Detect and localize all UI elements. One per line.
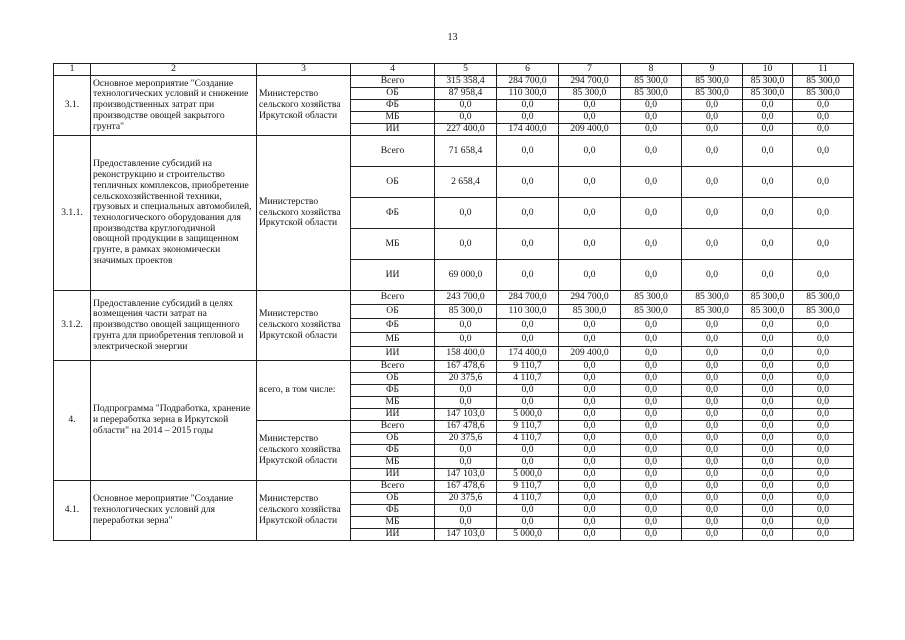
value-cell: 0,0	[435, 229, 497, 260]
value-cell: 0,0	[743, 136, 793, 167]
value-cell: 0,0	[497, 319, 559, 333]
value-cell: 0,0	[497, 229, 559, 260]
value-cell: 85 300,0	[559, 88, 621, 100]
value-cell: 85 300,0	[743, 88, 793, 100]
value-cell: 294 700,0	[559, 291, 621, 305]
value-cell: 0,0	[621, 385, 682, 397]
value-cell: 0,0	[497, 457, 559, 469]
value-cell: 85 300,0	[621, 305, 682, 319]
value-cell: 0,0	[435, 319, 497, 333]
value-cell: 0,0	[743, 481, 793, 493]
value-cell: 85 300,0	[793, 88, 854, 100]
item-code: 3.1.1.	[54, 136, 91, 291]
value-cell: 0,0	[559, 361, 621, 373]
value-cell: 0,0	[621, 333, 682, 347]
value-cell: 0,0	[559, 385, 621, 397]
source-cell: ИИ	[351, 347, 435, 361]
value-cell: 0,0	[621, 397, 682, 409]
value-cell: 0,0	[559, 136, 621, 167]
value-cell: 0,0	[559, 333, 621, 347]
value-cell: 0,0	[621, 409, 682, 421]
header-cell: 2	[91, 64, 257, 76]
source-cell: ИИ	[351, 409, 435, 421]
value-cell: 0,0	[497, 505, 559, 517]
value-cell: 20 375,6	[435, 493, 497, 505]
value-cell: 0,0	[621, 493, 682, 505]
value-cell: 284 700,0	[497, 76, 559, 88]
value-cell: 174 400,0	[497, 347, 559, 361]
value-cell: 0,0	[793, 198, 854, 229]
value-cell: 20 375,6	[435, 373, 497, 385]
value-cell: 0,0	[743, 385, 793, 397]
value-cell: 69 000,0	[435, 260, 497, 291]
value-cell: 147 103,0	[435, 469, 497, 481]
value-cell: 0,0	[743, 421, 793, 433]
value-cell: 0,0	[621, 167, 682, 198]
value-cell: 158 400,0	[435, 347, 497, 361]
value-cell: 0,0	[435, 457, 497, 469]
value-cell: 0,0	[559, 397, 621, 409]
source-cell: ОБ	[351, 88, 435, 100]
source-cell: ФБ	[351, 100, 435, 112]
value-cell: 0,0	[621, 319, 682, 333]
source-cell: Всего	[351, 481, 435, 493]
table-body	[54, 64, 854, 541]
value-cell: 0,0	[793, 167, 854, 198]
value-cell: 0,0	[743, 409, 793, 421]
value-cell: 0,0	[682, 457, 743, 469]
value-cell: 5 000,0	[497, 409, 559, 421]
value-cell: 0,0	[793, 397, 854, 409]
value-cell: 0,0	[682, 333, 743, 347]
value-cell: 0,0	[559, 469, 621, 481]
source-cell: ИИ	[351, 529, 435, 541]
value-cell: 209 400,0	[559, 347, 621, 361]
value-cell: 0,0	[743, 469, 793, 481]
value-cell: 9 110,7	[497, 421, 559, 433]
value-cell: 0,0	[435, 333, 497, 347]
value-cell: 0,0	[435, 100, 497, 112]
value-cell: 0,0	[793, 481, 854, 493]
value-cell: 85 300,0	[682, 76, 743, 88]
value-cell: 0,0	[559, 198, 621, 229]
value-cell: 0,0	[621, 481, 682, 493]
source-cell: МБ	[351, 457, 435, 469]
header-cell: 9	[682, 64, 743, 76]
value-cell: 0,0	[743, 347, 793, 361]
header-cell: 11	[793, 64, 854, 76]
value-cell: 85 300,0	[793, 305, 854, 319]
value-cell: 0,0	[682, 433, 743, 445]
value-cell: 110 300,0	[497, 88, 559, 100]
value-cell: 0,0	[497, 333, 559, 347]
value-cell: 0,0	[435, 198, 497, 229]
value-cell: 0,0	[559, 457, 621, 469]
value-cell: 0,0	[743, 100, 793, 112]
value-cell: 85 300,0	[743, 291, 793, 305]
value-cell: 0,0	[682, 481, 743, 493]
value-cell: 243 700,0	[435, 291, 497, 305]
executor-cell: Министерство сельского хозяйства Иркутской области	[257, 291, 351, 361]
source-cell: ФБ	[351, 319, 435, 333]
value-cell: 0,0	[682, 136, 743, 167]
source-cell: ИИ	[351, 260, 435, 291]
source-cell: Всего	[351, 291, 435, 305]
item-code: 3.1.2.	[54, 291, 91, 361]
value-cell: 0,0	[682, 124, 743, 136]
value-cell: 0,0	[793, 457, 854, 469]
executor-cell: Министерство сельского хозяйства Иркутской области	[257, 76, 351, 136]
value-cell: 0,0	[621, 373, 682, 385]
source-cell: ФБ	[351, 385, 435, 397]
value-cell: 0,0	[621, 347, 682, 361]
header-cell: 10	[743, 64, 793, 76]
value-cell: 0,0	[793, 445, 854, 457]
value-cell: 0,0	[743, 517, 793, 529]
value-cell: 167 478,6	[435, 481, 497, 493]
value-cell: 0,0	[682, 529, 743, 541]
value-cell: 2 658,4	[435, 167, 497, 198]
value-cell: 0,0	[743, 493, 793, 505]
value-cell: 0,0	[793, 421, 854, 433]
page-number: 13	[447, 32, 458, 43]
value-cell: 0,0	[682, 167, 743, 198]
value-cell: 0,0	[682, 361, 743, 373]
value-cell: 0,0	[682, 421, 743, 433]
value-cell: 0,0	[682, 385, 743, 397]
value-cell: 0,0	[743, 361, 793, 373]
value-cell: 0,0	[621, 529, 682, 541]
value-cell: 0,0	[621, 445, 682, 457]
source-cell: ОБ	[351, 373, 435, 385]
value-cell: 20 375,6	[435, 433, 497, 445]
source-cell: МБ	[351, 112, 435, 124]
value-cell: 85 300,0	[743, 305, 793, 319]
item-code: 4.1.	[54, 481, 91, 541]
value-cell: 284 700,0	[497, 291, 559, 305]
item-code: 3.1.	[54, 76, 91, 136]
value-cell: 4 110,7	[497, 493, 559, 505]
value-cell: 85 300,0	[743, 76, 793, 88]
value-cell: 0,0	[497, 517, 559, 529]
value-cell: 0,0	[621, 136, 682, 167]
value-cell: 0,0	[743, 397, 793, 409]
value-cell: 0,0	[743, 505, 793, 517]
value-cell: 0,0	[743, 198, 793, 229]
value-cell: 0,0	[559, 229, 621, 260]
header-cell: 6	[497, 64, 559, 76]
item-description: Предоставление субсидий в целях возмещения части затрат на производство овощей защищенного грунта для приобретения тепловой и электрической энергии	[91, 291, 257, 361]
value-cell: 0,0	[497, 167, 559, 198]
value-cell: 0,0	[497, 136, 559, 167]
value-cell: 0,0	[743, 457, 793, 469]
value-cell: 0,0	[559, 433, 621, 445]
value-cell: 0,0	[793, 260, 854, 291]
value-cell: 85 300,0	[621, 76, 682, 88]
value-cell: 85 300,0	[682, 291, 743, 305]
value-cell: 0,0	[793, 433, 854, 445]
budget-table	[53, 63, 854, 541]
value-cell: 227 400,0	[435, 124, 497, 136]
value-cell: 0,0	[793, 347, 854, 361]
value-cell: 0,0	[621, 361, 682, 373]
source-cell: ИИ	[351, 124, 435, 136]
value-cell: 0,0	[559, 505, 621, 517]
header-cell: 7	[559, 64, 621, 76]
source-cell: МБ	[351, 229, 435, 260]
value-cell: 9 110,7	[497, 481, 559, 493]
table-row	[54, 136, 854, 167]
value-cell: 0,0	[793, 529, 854, 541]
value-cell: 0,0	[435, 397, 497, 409]
value-cell: 0,0	[793, 505, 854, 517]
header-row	[54, 64, 854, 76]
source-cell: Всего	[351, 361, 435, 373]
value-cell: 4 110,7	[497, 433, 559, 445]
executor-cell: всего, в том числе:	[257, 361, 351, 421]
value-cell: 0,0	[559, 373, 621, 385]
value-cell: 0,0	[682, 319, 743, 333]
value-cell: 0,0	[793, 333, 854, 347]
value-cell: 167 478,6	[435, 361, 497, 373]
value-cell: 0,0	[793, 100, 854, 112]
value-cell: 5 000,0	[497, 469, 559, 481]
value-cell: 0,0	[559, 319, 621, 333]
value-cell: 209 400,0	[559, 124, 621, 136]
value-cell: 0,0	[793, 229, 854, 260]
value-cell: 0,0	[743, 529, 793, 541]
value-cell: 0,0	[793, 373, 854, 385]
value-cell: 0,0	[559, 445, 621, 457]
value-cell: 0,0	[682, 112, 743, 124]
value-cell: 0,0	[682, 198, 743, 229]
source-cell: Всего	[351, 136, 435, 167]
value-cell: 0,0	[621, 100, 682, 112]
value-cell: 0,0	[743, 124, 793, 136]
value-cell: 85 300,0	[793, 291, 854, 305]
value-cell: 0,0	[559, 481, 621, 493]
value-cell: 0,0	[682, 445, 743, 457]
source-cell: ОБ	[351, 167, 435, 198]
value-cell: 0,0	[682, 397, 743, 409]
value-cell: 0,0	[559, 409, 621, 421]
header-cell: 3	[257, 64, 351, 76]
value-cell: 0,0	[793, 319, 854, 333]
value-cell: 0,0	[621, 124, 682, 136]
value-cell: 0,0	[497, 112, 559, 124]
table-row	[54, 291, 854, 305]
source-cell: Всего	[351, 421, 435, 433]
value-cell: 0,0	[682, 373, 743, 385]
value-cell: 0,0	[743, 260, 793, 291]
source-cell: ОБ	[351, 305, 435, 319]
source-cell: МБ	[351, 397, 435, 409]
value-cell: 0,0	[793, 361, 854, 373]
executor-cell: Министерство сельского хозяйства Иркутской области	[257, 136, 351, 291]
item-code: 4.	[54, 361, 91, 481]
value-cell: 0,0	[682, 493, 743, 505]
value-cell: 85 300,0	[682, 88, 743, 100]
value-cell: 0,0	[793, 112, 854, 124]
value-cell: 0,0	[682, 469, 743, 481]
value-cell: 0,0	[621, 421, 682, 433]
value-cell: 0,0	[743, 167, 793, 198]
value-cell: 0,0	[559, 167, 621, 198]
value-cell: 85 300,0	[793, 76, 854, 88]
value-cell: 0,0	[559, 100, 621, 112]
table-row	[54, 361, 854, 373]
value-cell: 0,0	[621, 433, 682, 445]
value-cell: 85 300,0	[621, 291, 682, 305]
value-cell: 0,0	[621, 198, 682, 229]
value-cell: 0,0	[621, 112, 682, 124]
value-cell: 0,0	[435, 385, 497, 397]
value-cell: 0,0	[621, 505, 682, 517]
table-row	[54, 481, 854, 493]
source-cell: ИИ	[351, 469, 435, 481]
value-cell: 0,0	[793, 136, 854, 167]
value-cell: 9 110,7	[497, 361, 559, 373]
value-cell: 0,0	[793, 493, 854, 505]
value-cell: 147 103,0	[435, 529, 497, 541]
value-cell: 0,0	[621, 517, 682, 529]
value-cell: 0,0	[743, 433, 793, 445]
value-cell: 0,0	[435, 445, 497, 457]
value-cell: 85 300,0	[621, 88, 682, 100]
value-cell: 0,0	[559, 529, 621, 541]
value-cell: 0,0	[682, 409, 743, 421]
value-cell: 0,0	[497, 445, 559, 457]
value-cell: 167 478,6	[435, 421, 497, 433]
value-cell: 0,0	[559, 421, 621, 433]
value-cell: 85 300,0	[682, 305, 743, 319]
value-cell: 0,0	[559, 517, 621, 529]
value-cell: 0,0	[682, 347, 743, 361]
value-cell: 71 658,4	[435, 136, 497, 167]
source-cell: ОБ	[351, 433, 435, 445]
source-cell: ФБ	[351, 505, 435, 517]
value-cell: 0,0	[682, 229, 743, 260]
value-cell: 0,0	[793, 385, 854, 397]
executor-cell: Министерство сельского хозяйства Иркутской области	[257, 481, 351, 541]
value-cell: 0,0	[793, 409, 854, 421]
value-cell: 87 958,4	[435, 88, 497, 100]
header-cell: 4	[351, 64, 435, 76]
value-cell: 294 700,0	[559, 76, 621, 88]
value-cell: 0,0	[559, 493, 621, 505]
source-cell: Всего	[351, 76, 435, 88]
header-cell: 1	[54, 64, 91, 76]
value-cell: 85 300,0	[435, 305, 497, 319]
item-description: Основное мероприятие "Создание технологических условий и снижение производственных затрат при производстве овощей закрытого грунта"	[91, 76, 257, 136]
executor-cell: Министерство сельского хозяйства Иркутской области	[257, 421, 351, 481]
source-cell: ФБ	[351, 198, 435, 229]
table-row	[54, 76, 854, 88]
value-cell: 110 300,0	[497, 305, 559, 319]
value-cell: 0,0	[743, 319, 793, 333]
value-cell: 0,0	[743, 112, 793, 124]
source-cell: ФБ	[351, 445, 435, 457]
value-cell: 0,0	[682, 505, 743, 517]
value-cell: 0,0	[743, 373, 793, 385]
value-cell: 0,0	[743, 445, 793, 457]
value-cell: 0,0	[621, 469, 682, 481]
value-cell: 315 358,4	[435, 76, 497, 88]
header-cell: 8	[621, 64, 682, 76]
value-cell: 0,0	[435, 112, 497, 124]
value-cell: 5 000,0	[497, 529, 559, 541]
value-cell: 0,0	[497, 397, 559, 409]
value-cell: 0,0	[435, 505, 497, 517]
value-cell: 174 400,0	[497, 124, 559, 136]
value-cell: 147 103,0	[435, 409, 497, 421]
item-description: Подпрограмма "Подработка, хранение и переработка зерна в Иркутской области" на 2014 – 2015 годы	[91, 361, 257, 481]
source-cell: МБ	[351, 517, 435, 529]
value-cell: 0,0	[682, 517, 743, 529]
value-cell: 85 300,0	[559, 305, 621, 319]
value-cell: 0,0	[793, 517, 854, 529]
source-cell: МБ	[351, 333, 435, 347]
value-cell: 0,0	[497, 198, 559, 229]
value-cell: 0,0	[559, 260, 621, 291]
item-description: Предоставление субсидий на реконструкцию и строительство тепличных комплексов, приобретение сельскохозяйственной техники, грузовых и специальных автомобилей, технологического оборудования для производства круглогодичной овощной продукции в защищенном грунте, в рамках экономически значимых проектов	[91, 136, 257, 291]
item-description: Основное мероприятие "Создание технологических условий для переработки зерна"	[91, 481, 257, 541]
value-cell: 0,0	[743, 229, 793, 260]
value-cell: 0,0	[682, 100, 743, 112]
value-cell: 0,0	[682, 260, 743, 291]
value-cell: 0,0	[793, 124, 854, 136]
header-cell: 5	[435, 64, 497, 76]
value-cell: 0,0	[497, 385, 559, 397]
value-cell: 0,0	[793, 469, 854, 481]
value-cell: 0,0	[621, 260, 682, 291]
value-cell: 0,0	[497, 260, 559, 291]
value-cell: 0,0	[435, 517, 497, 529]
value-cell: 0,0	[497, 100, 559, 112]
value-cell: 0,0	[559, 112, 621, 124]
source-cell: ОБ	[351, 493, 435, 505]
value-cell: 0,0	[621, 229, 682, 260]
value-cell: 4 110,7	[497, 373, 559, 385]
value-cell: 0,0	[621, 457, 682, 469]
value-cell: 0,0	[743, 333, 793, 347]
